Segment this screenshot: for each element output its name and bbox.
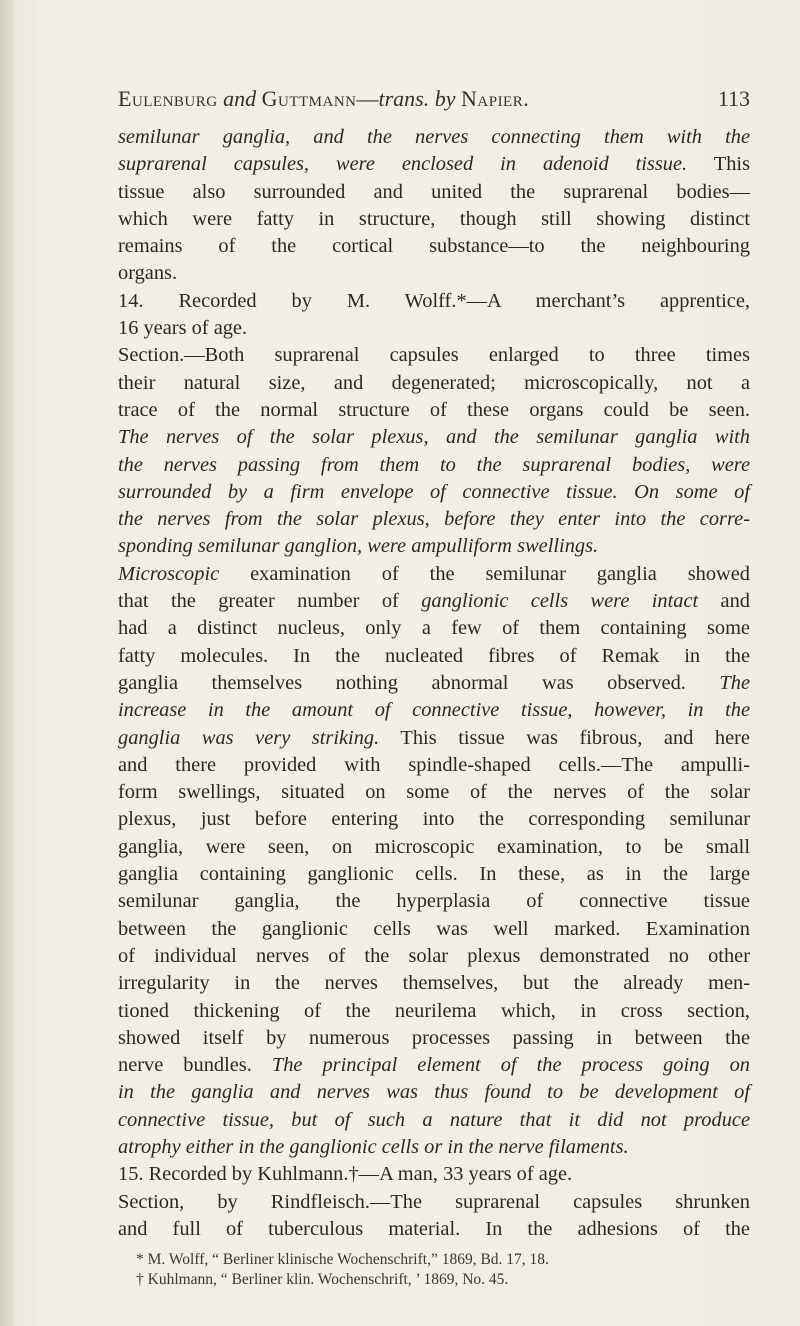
text-line	[118, 452, 750, 479]
text-line	[118, 752, 750, 779]
footnote-wolff: * M. Wolff, “ Berliner klinische Wochenschrift,” 1869, Bd. 17, 18.	[136, 1251, 549, 1268]
text-run: nerve bundles.	[118, 1054, 272, 1077]
text-line	[118, 206, 750, 233]
text-line	[118, 561, 750, 588]
text-line	[118, 1079, 750, 1106]
conjunction-and: and	[217, 86, 262, 111]
text-line	[118, 397, 750, 424]
running-header	[118, 86, 750, 116]
text-line	[118, 288, 750, 315]
author-guttmann: Guttmann	[261, 86, 357, 111]
italic-run: the nerves passing from them to the suprarenal bodies, were	[118, 453, 750, 476]
text-line	[118, 916, 750, 943]
text-run: ganglia, were seen, on microscopic examination, to be small	[118, 835, 750, 858]
footnote-kuhlmann: † Kuhlmann, “ Berliner klin. Wochenschrift, ’ 1869, No. 45.	[136, 1271, 509, 1288]
text-run: plexus, just before entering into the corresponding semilunar	[118, 808, 750, 831]
text-line	[118, 643, 750, 670]
text-line	[118, 179, 750, 206]
text-run: fatty molecules. In the nucleated fibres of Remak in the	[118, 644, 750, 667]
text-run: Section, by Rindfleisch.—The suprarenal capsules shrunken	[118, 1190, 750, 1213]
italic-run: increase in the amount of connective tissue, however, in the	[118, 699, 750, 722]
text-run: tissue also surrounded and united the suprarenal bodies—	[118, 180, 750, 203]
text-line	[118, 725, 750, 752]
text-run: 14. Recorded by M. Wolff.*—A merchant’s apprentice,	[118, 289, 750, 312]
text-line	[118, 424, 750, 451]
body-text	[118, 124, 750, 1243]
text-run: of individual nerves of the solar plexus demonstrated no other	[118, 944, 750, 967]
text-line	[118, 1134, 750, 1161]
text-line	[118, 1161, 750, 1188]
text-line	[118, 1025, 750, 1052]
italic-run: suprarenal capsules, were enclosed in adenoid tissue.	[118, 153, 688, 176]
italic-run: atrophy either in the ganglionic cells or in the nerve filaments.	[118, 1135, 629, 1158]
italic-run: the nerves from the solar plexus, before they enter into the corre-	[118, 508, 750, 531]
text-line	[118, 1107, 750, 1134]
italic-run: in the ganglia and nerves was thus found to be development of	[118, 1081, 750, 1104]
text-run: ganglia themselves nothing abnormal was observed.	[118, 671, 720, 694]
italic-run: surrounded by a firm envelope of connective tissue. On some of	[118, 480, 750, 503]
text-line	[118, 670, 750, 697]
text-run: their natural size, and degenerated; microscopically, not a	[118, 371, 750, 394]
text-run: ganglia containing ganglionic cells. In these, as in the large	[118, 863, 750, 886]
text-line	[118, 260, 750, 287]
text-line	[118, 506, 750, 533]
text-run: This	[687, 153, 751, 176]
text-run: 15. Recorded by Kuhlmann.†—A man, 33 years of age.	[118, 1163, 573, 1186]
text-run: This tissue was fibrous, and here	[379, 726, 750, 749]
italic-run: semilunar ganglia, and the nerves connecting them with the	[118, 126, 750, 148]
text-run: 16 years of age.	[118, 317, 248, 340]
text-run: irregularity in the nerves themselves, but the already men-	[118, 972, 750, 995]
text-run: semilunar ganglia, the hyperplasia of connective tissue	[118, 890, 750, 913]
page-number: 113	[717, 86, 750, 111]
text-line	[118, 533, 750, 560]
text-line	[118, 1052, 750, 1079]
italic-run: The	[719, 671, 750, 694]
italic-run: connective tissue, but of such a nature that it did not produce	[118, 1108, 750, 1131]
text-run: and there provided with spindle-shaped cells.—The ampulli-	[118, 753, 750, 776]
text-line	[118, 1189, 750, 1216]
text-line	[118, 342, 750, 369]
text-line	[118, 779, 750, 806]
italic-run: The principal element of the process going on	[271, 1054, 750, 1077]
text-line	[118, 943, 750, 970]
text-run: showed itself by numerous processes passing in between the	[118, 1026, 750, 1049]
italic-run: Microscopic	[118, 562, 220, 585]
text-line	[118, 970, 750, 997]
text-line	[118, 834, 750, 861]
text-run: had a distinct nucleus, only a few of them containing some	[118, 617, 750, 640]
text-run: organs.	[118, 262, 178, 285]
text-run: that the greater number of	[118, 590, 422, 613]
text-run: tioned thickening of the neurilema which, in cross section,	[118, 999, 750, 1022]
text-line	[118, 861, 750, 888]
text-line	[118, 888, 750, 915]
header-dash: —	[356, 86, 379, 111]
text-run: trace of the normal structure of these organs could be seen.	[118, 398, 750, 421]
text-line	[118, 479, 750, 506]
text-run: Section.—Both suprarenal capsules enlarged to three times	[118, 344, 750, 367]
text-line	[118, 998, 750, 1025]
text-line	[118, 124, 750, 151]
trans-by: trans. by	[378, 86, 456, 111]
text-line	[118, 615, 750, 642]
text-line	[118, 233, 750, 260]
italic-run: ganglia was very striking.	[118, 726, 380, 749]
text-line	[118, 588, 750, 615]
text-run: form swellings, situated on some of the nerves of the solar	[118, 781, 750, 804]
page-edge	[0, 0, 14, 1326]
text-run: between the ganglionic cells was well marked. Examination	[118, 917, 750, 940]
text-line	[118, 1216, 750, 1243]
translator-napier: Napier.	[461, 86, 530, 111]
running-head	[118, 86, 529, 112]
text-line	[118, 370, 750, 397]
footnotes	[136, 1250, 750, 1290]
italic-run: ganglionic cells were intact	[421, 590, 699, 613]
italic-run: The nerves of the solar plexus, and the semilunar ganglia with	[118, 426, 750, 449]
text-run: remains of the cortical substance—to the neighbouring	[118, 235, 750, 258]
text-line	[118, 697, 750, 724]
italic-run: sponding semilunar ganglion, were ampulliform swellings.	[118, 535, 599, 558]
text-line	[118, 315, 750, 342]
text-run: and	[698, 590, 750, 613]
text-line	[118, 151, 750, 178]
text-run: examination of the semilunar ganglia showed	[219, 562, 750, 585]
text-run: and full of tuberculous material. In the adhesions of the	[118, 1217, 750, 1240]
author-eulenburg: Eulenburg	[118, 86, 218, 111]
text-run: which were fatty in structure, though still showing distinct	[118, 207, 750, 230]
text-line	[118, 806, 750, 833]
